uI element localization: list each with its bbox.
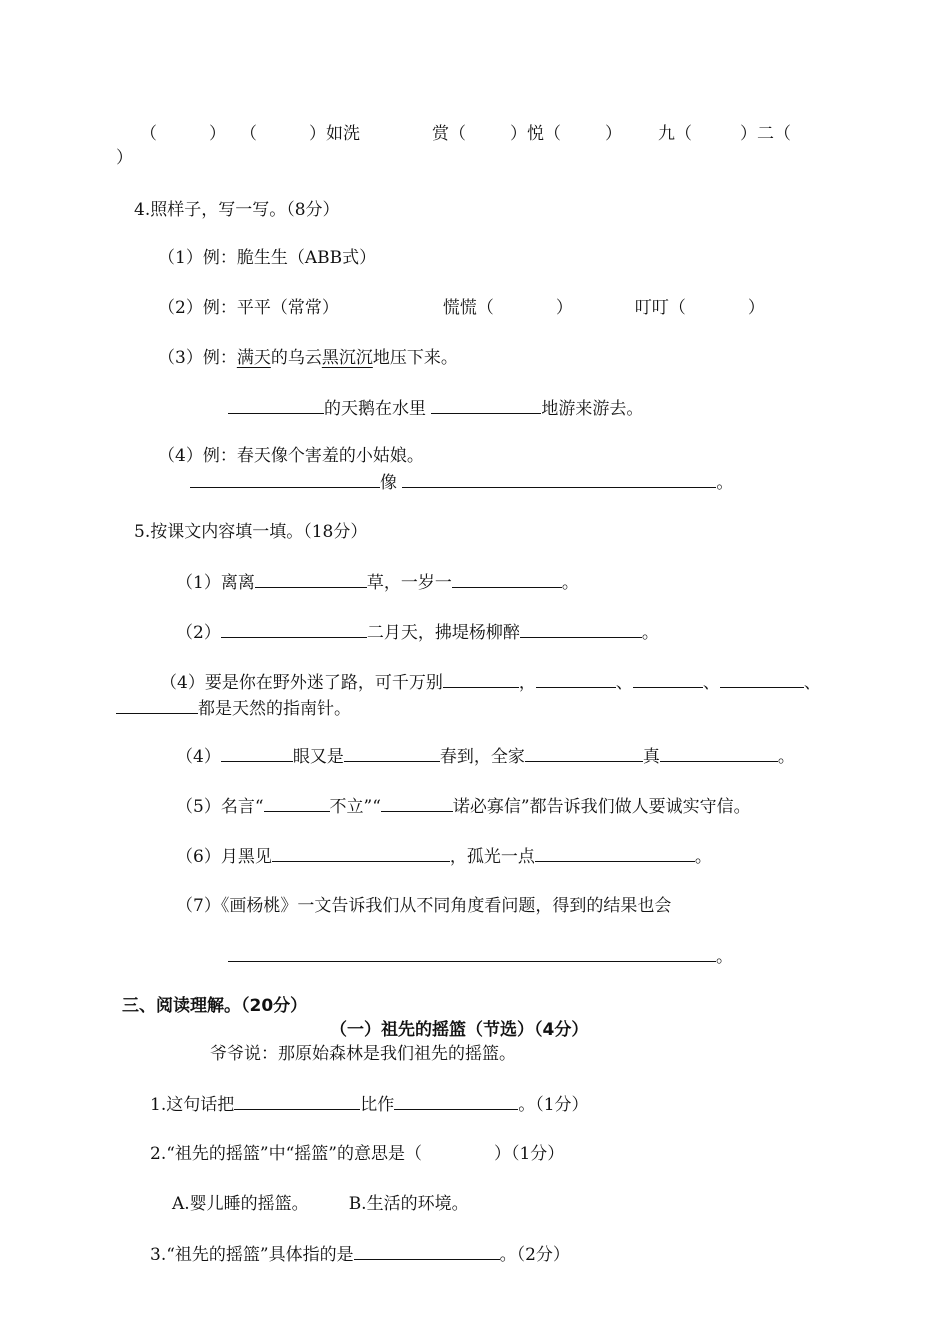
reading-q3: 3.“祖先的摇篮”具体指的是 。（2分） bbox=[150, 1242, 570, 1267]
blank[interactable] bbox=[381, 794, 453, 812]
blank[interactable] bbox=[272, 844, 450, 862]
blank[interactable] bbox=[443, 670, 519, 688]
blank[interactable] bbox=[221, 744, 293, 762]
blank[interactable] bbox=[221, 620, 367, 638]
section-3-title: 三、阅读理解。（20分） bbox=[122, 996, 308, 1016]
passage-quote: 爷爷说：那原始森林是我们祖先的摇篮。 bbox=[210, 1044, 516, 1064]
underlined-word-1: 满天 bbox=[236, 348, 271, 368]
blank[interactable] bbox=[660, 744, 778, 762]
blank[interactable] bbox=[535, 844, 695, 862]
q5-line-3-cont: 都是天然的指南针。 bbox=[116, 696, 351, 721]
q4-item-3: （3）例：满天的乌云黑沉沉地压下来。 bbox=[158, 348, 458, 368]
blank[interactable] bbox=[525, 744, 643, 762]
blank[interactable] bbox=[394, 1092, 518, 1110]
blank[interactable] bbox=[234, 1092, 360, 1110]
q5-line-3: （4）要是你在野外迷了路，可千万别 ， 、 、 、 bbox=[160, 670, 821, 695]
blank[interactable] bbox=[720, 670, 804, 688]
blank[interactable] bbox=[354, 1242, 500, 1260]
q4-item-4-fill: 像 。 bbox=[190, 470, 733, 495]
q4-title: 4.照样子，写一写。（8分） bbox=[134, 200, 340, 220]
q5-line-1: （1）离离 草，一岁一 。 bbox=[176, 570, 579, 595]
blank[interactable] bbox=[431, 396, 541, 414]
reading-q1: 1.这句话把 比作 。（1分） bbox=[150, 1092, 589, 1117]
q4-item-3-fill: 的天鹅在水里 地游来游去。 bbox=[228, 396, 643, 421]
option-b[interactable]: B.生活的环境。 bbox=[348, 1194, 469, 1214]
reading-q2-options bbox=[172, 1192, 469, 1216]
q5-line-6: （6）月黑见 ，孤光一点 。 bbox=[176, 844, 712, 869]
blank[interactable] bbox=[255, 570, 367, 588]
q4-item-1: （1）例：脆生生（ABB式） bbox=[158, 248, 377, 268]
q4-item-2: （2）例：平平（常常） 慌慌（ ） 叮叮（ ） bbox=[158, 298, 765, 318]
blank[interactable] bbox=[116, 696, 198, 714]
passage-title: （一）祖先的摇篮（节选）（4分） bbox=[330, 1020, 589, 1040]
q5-line-7-fill: 。 bbox=[228, 944, 733, 969]
blank[interactable] bbox=[228, 944, 716, 962]
q3-continuation-line: （ ） （ ）如洗 赏（ ）悦（ ） 九（ ）二（ bbox=[140, 124, 791, 144]
blank[interactable] bbox=[536, 670, 616, 688]
reading-q2: 2.“祖先的摇篮”中“摇篮”的意思是（ ）（1分） bbox=[150, 1144, 565, 1164]
underlined-word-2: 黑沉沉 bbox=[321, 348, 373, 368]
q5-line-2: （2） 二月天，拂堤杨柳醉 。 bbox=[176, 620, 659, 645]
option-a[interactable]: A.婴儿睡的摇篮。 bbox=[172, 1194, 309, 1214]
q4-item-4: （4）例：春天像个害羞的小姑娘。 bbox=[158, 446, 424, 466]
q5-line-7: （7）《画杨桃》一文告诉我们从不同角度看问题，得到的结果也会 bbox=[176, 896, 672, 916]
blank[interactable] bbox=[228, 396, 324, 414]
q5-title: 5.按课文内容填一填。（18分） bbox=[134, 522, 368, 542]
blank[interactable] bbox=[190, 470, 380, 488]
q5-line-5: （5）名言“ 不立”“ 诺必寡信”都告诉我们做人要诚实守信。 bbox=[176, 794, 751, 819]
blank[interactable] bbox=[344, 744, 440, 762]
q5-line-4: （4） 眼又是 春到，全家 真 。 bbox=[176, 744, 795, 769]
blank[interactable] bbox=[402, 470, 716, 488]
blank[interactable] bbox=[633, 670, 703, 688]
blank[interactable] bbox=[520, 620, 642, 638]
q3-continuation-close: ） bbox=[116, 148, 133, 168]
blank[interactable] bbox=[452, 570, 562, 588]
blank[interactable] bbox=[264, 794, 330, 812]
